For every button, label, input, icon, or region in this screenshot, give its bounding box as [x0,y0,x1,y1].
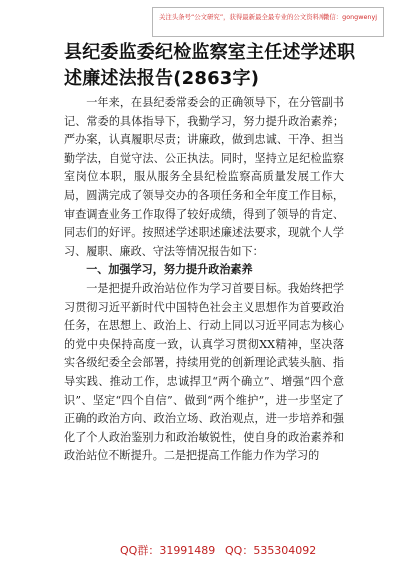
qq-contact-text: QQ：535304092 [225,544,317,557]
document-body [64,94,344,466]
document-title: 县纪委监委纪检监察室主任述学述职述廉述法报告(2863字) [64,42,356,89]
banner-promo-text: 关注头条号“公文研究”，获得最新最全最专业的公文资料库！ [159,13,332,21]
header-banner [152,7,384,37]
intro-paragraph: 一年来，在县纪委常委会的正确领导下，在分管副书记、常委的具体指导下，我勤学习，努力提升政治素养；严办案，认真履职尽责；讲廉政，做到忠诚、干净、担当勤学法，自觉守法、公正执法。同时，坚持立足纪检监察室岗位本职，服从服务全县纪检监察高质量发展工作大局，圆满完成了领导交办的各项任务和全年度工作目标，审查调查业务工作取得了较好成绩，得到了领导的肯定、同志们的好评。按照述学述职述廉述法要求，现就个人学习、履职、廉政、守法等情况报告如下： [64,96,344,258]
body-paragraph: 一是把提升政治站位作为学习首要目标。我始终把学习贯彻习近平新时代中国特色社会主义思想作为首要政治任务，在思想上、政治上、行动上同以习近平同志为核心的党中央保持高度一致，认真学习贯彻XX精神，坚决落实各级纪委全会部署，持续用党的创新理论武装头脑、指导实践、推动工作，忠诚捍卫“两个确立”、增强“四个意识”、坚定“四个自信”、做到“两个维护”，进一步坚定了正确的政治方向、政治立场、政治观点，进一步培养和强化了个人政治鉴别力和政治敏锐性，使自身的政治素养和政治站位不断提升。二是把提高工作能力作为学习的 [64,281,344,463]
section-heading: 一、加强学习，努力提升政治素养 [86,263,253,277]
banner-wechat-text: 微信：gongwenyj [322,13,377,21]
qq-group-text: QQ群：31991489 [120,544,216,557]
